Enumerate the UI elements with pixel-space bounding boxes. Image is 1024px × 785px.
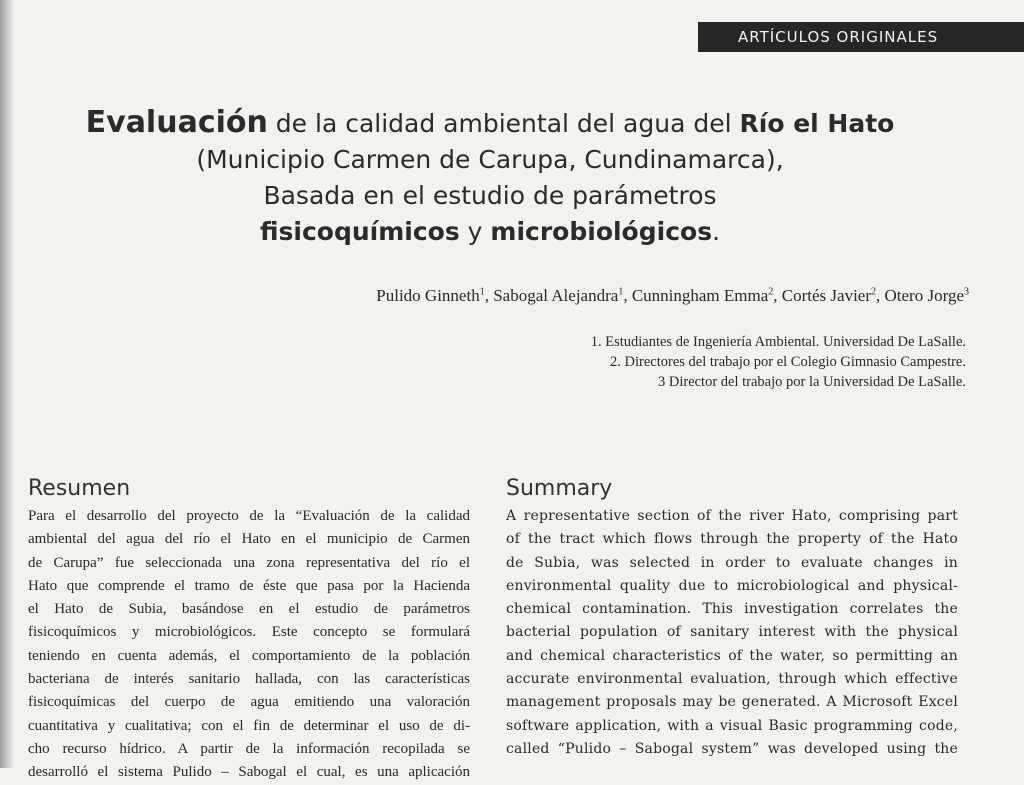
summary-line: environmental quality due to microbiological and physical- xyxy=(506,577,958,594)
article-title xyxy=(40,105,940,250)
affiliations xyxy=(591,332,966,392)
title-line-1: Evaluación de la calidad ambiental del agua del Río el Hato xyxy=(85,105,895,140)
resumen-body xyxy=(28,505,470,785)
resumen-line: bacteriana de interés sanitario hallada, con las características xyxy=(28,671,470,688)
summary-line: software application, with a visual Basic programming code, xyxy=(506,717,958,734)
summary-line: accurate environmental evaluation, through which effective xyxy=(506,671,958,688)
summary-line: chemical contamination. This investigation correlates the xyxy=(506,601,958,618)
resumen-line: Hato que comprende el tramo de éste que pasa por la Hacienda xyxy=(28,577,470,594)
title-line-4: fisicoquímicos y microbiológicos. xyxy=(259,217,721,246)
resumen-line: ambiental del agua del río el Hato en el municipio de Carmen xyxy=(28,531,470,548)
title-line-2: (Municipio Carmen de Carupa, Cundinamarca), xyxy=(196,145,784,174)
resumen-line: teniendo en cuenta además, el comportamiento de la población xyxy=(28,647,470,664)
affiliation-3: 3 Director del trabajo por la Universidad De LaSalle. xyxy=(657,374,966,390)
author: Cortés Javier$^2$, xyxy=(781,286,885,305)
title-line-3: Basada en el estudio de parámetros xyxy=(263,181,717,210)
section-label: ARTÍCULOS ORIGINALES xyxy=(738,28,939,46)
author: Cunningham Emma$^2$, xyxy=(631,286,782,305)
resumen-line: Para el desarrollo del proyecto de la “Evaluación de la calidad xyxy=(28,508,470,524)
summary-line: of the tract which flows through the property of the Hato xyxy=(506,531,958,548)
resumen-heading: Resumen xyxy=(28,476,131,501)
resumen-line: de Carupa” fue seleccionada una zona representativa del río el xyxy=(28,554,470,571)
affiliation-2: 2. Directores del trabajo por el Colegio Gimnasio Campestre. xyxy=(610,354,966,370)
resumen-line: desarrolló el sistema Pulido – Sabogal el cual, es una aplicación xyxy=(28,764,470,781)
resumen-line: el Hato de Subia, basándose en el estudio de parámetros xyxy=(28,601,470,618)
summary-line: and chemical characteristics of the water, so permitting an xyxy=(506,647,958,664)
section-banner xyxy=(698,22,1024,52)
summary-heading: Summary xyxy=(506,476,613,501)
author: Sabogal Alejandra$^1$, xyxy=(493,286,632,305)
summary-line: de Subia, was selected in order to evaluate changes in xyxy=(506,554,958,571)
authors-line xyxy=(376,286,969,306)
summary-line: management proposals may be generated. A Microsoft Excel xyxy=(506,694,958,711)
summary-line: called “Pulido – Sabogal system” was developed using the xyxy=(506,740,958,757)
author: Otero Jorge$^3$ xyxy=(884,286,969,305)
summary-line: A representative section of the river Hato, comprising part xyxy=(506,508,958,524)
resumen-line: fisicoquímicas del cuerpo de agua emitiendo una valoración xyxy=(28,694,470,711)
resumen-line: fisicoquímicos y microbiológicos. Este concepto se formulará xyxy=(28,624,470,641)
resumen-line: cuantitativa y cualitativa; con el fin de determinar el uso de di- xyxy=(28,717,470,734)
affiliation-1: 1. Estudiantes de Ingeniería Ambiental. Universidad De LaSalle. xyxy=(590,334,966,350)
summary-body xyxy=(506,505,958,761)
resumen-line: cho recurso hídrico. A partir de la información recopilada se xyxy=(28,740,470,757)
author: Pulido Ginneth$^1$, xyxy=(376,286,494,305)
page-edge-shadow xyxy=(0,0,14,768)
summary-line: bacterial population of sanitary interest with the physical xyxy=(506,624,958,641)
